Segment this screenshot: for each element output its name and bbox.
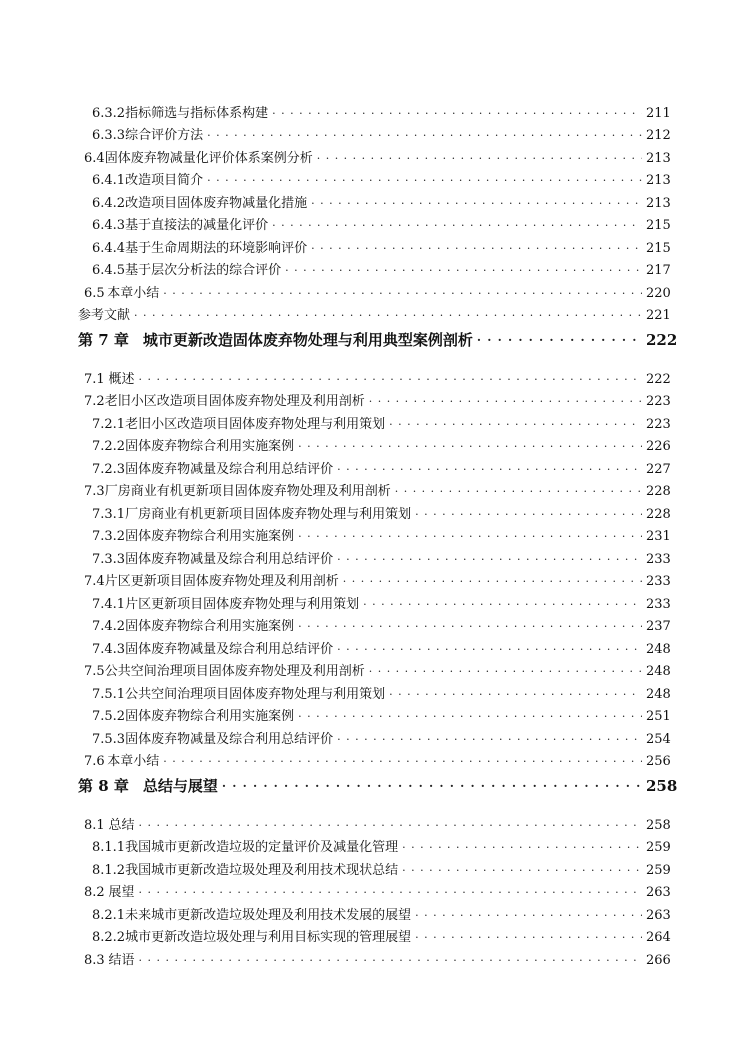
dot-leader [369, 394, 642, 409]
page-number: 220 [646, 285, 671, 301]
section-title: 基于层次分析法的综合评价 [125, 263, 282, 278]
page-number: 237 [646, 619, 671, 634]
chapter-title: 城市更新改造固体废弃物处理与利用典型案例剖析 [142, 331, 473, 349]
section-title: 展望 [108, 885, 135, 900]
page-number: 259 [646, 840, 671, 855]
section-number: 8.1.2 [92, 862, 126, 878]
page-number: 233 [646, 574, 671, 589]
section-number: 8.2 [84, 885, 105, 900]
section-title: 总结 [108, 817, 135, 833]
section-title: 未来城市更新改造垃圾处理及利用技术发展的展望 [125, 907, 412, 923]
page-number: 256 [646, 754, 671, 769]
toc-entry [78, 702, 671, 725]
toc-entry [78, 98, 671, 121]
toc-entry [78, 387, 671, 410]
toc-entry [78, 301, 671, 324]
toc-entry [78, 143, 671, 166]
page-number: 248 [646, 686, 671, 702]
dot-leader [222, 777, 642, 795]
page-number: 233 [646, 551, 671, 567]
toc-entry [78, 567, 671, 590]
dot-leader [477, 331, 642, 349]
section-title: 固体废弃物减量及综合利用总结评价 [125, 641, 334, 657]
toc-entry [78, 634, 671, 657]
section-number: 6.4.4 [92, 240, 126, 256]
section-title: 老旧小区改造项目固体废弃物处理及利用剖析 [104, 394, 365, 409]
section-number: 7.2.3 [92, 461, 126, 477]
section-title: 公共空间治理项目固体废弃物处理及利用剖析 [104, 664, 365, 679]
section-title: 片区更新项目固体废弃物处理与利用策划 [125, 596, 360, 612]
dot-leader [272, 106, 642, 121]
dot-leader [415, 507, 642, 522]
toc-entry [78, 256, 671, 279]
section-number: 8.2.2 [92, 930, 126, 945]
dot-leader [337, 552, 642, 567]
section-title: 城市更新改造垃圾处理与利用目标实现的管理展望 [125, 930, 412, 945]
dot-leader [311, 196, 642, 211]
section-number: 7.5 [84, 664, 105, 679]
section-title: 固体废弃物综合利用实施案例 [125, 439, 295, 454]
section-number: 7.2 [84, 394, 105, 409]
toc-entry [78, 278, 671, 301]
dot-leader [337, 462, 642, 477]
dot-leader [163, 754, 642, 769]
page-number: 222 [646, 331, 678, 349]
toc-entry [78, 166, 671, 189]
section-title: 参考文献 [78, 308, 131, 323]
section-number: 7.5.1 [92, 686, 126, 702]
page-number: 211 [646, 105, 671, 121]
page-number: 228 [646, 506, 671, 522]
section-title: 厂房商业有机更新项目固体废弃物处理及利用剖析 [104, 484, 391, 499]
page-number: 221 [646, 308, 671, 323]
section-title: 厂房商业有机更新项目固体废弃物处理与利用策划 [125, 506, 412, 522]
section-number: 7.3.2 [92, 529, 126, 544]
dot-leader [317, 151, 642, 166]
page-number: 215 [646, 218, 671, 233]
section-number: 7.5.2 [92, 709, 126, 724]
page-number: 263 [646, 885, 671, 900]
dot-leader [415, 930, 642, 945]
dot-leader [138, 885, 642, 900]
dot-leader [343, 574, 642, 589]
page-number: 223 [646, 394, 671, 409]
section-title: 指标筛选与指标体系构建 [125, 105, 269, 121]
dot-leader [311, 241, 642, 256]
section-number: 7.3.1 [92, 506, 126, 522]
section-title: 老旧小区改造项目固体废弃物处理与利用策划 [125, 416, 386, 432]
section-number: 8.3 [84, 952, 105, 968]
toc-entry [78, 522, 671, 545]
toc-entry [78, 211, 671, 234]
page-number: 222 [646, 371, 671, 387]
section-number: 7.2.1 [92, 416, 126, 432]
section-title: 结语 [108, 952, 135, 968]
section-title: 固体废弃物减量及综合利用总结评价 [125, 461, 334, 477]
section-title: 综合评价方法 [125, 128, 204, 143]
section-title: 固体废弃物减量及综合利用总结评价 [125, 551, 334, 567]
section-number: 6.4.1 [92, 173, 126, 188]
section-title: 改造项目简介 [125, 173, 204, 188]
section-title: 固体废弃物综合利用实施案例 [125, 529, 295, 544]
section-title: 本章小结 [107, 285, 160, 301]
section-number: 7.3 [84, 484, 105, 499]
toc-entry [78, 833, 671, 856]
page-number: 213 [646, 150, 671, 166]
section-title: 概述 [108, 371, 135, 387]
section-title: 我国城市更新改造垃圾的定量评价及减量化管理 [125, 840, 399, 855]
chapter-heading [78, 769, 678, 810]
dot-leader [298, 529, 642, 544]
dot-leader [207, 128, 642, 143]
page-number: 233 [646, 596, 671, 612]
dot-leader [389, 687, 642, 702]
section-title: 基于直接法的减量化评价 [125, 218, 269, 233]
page-number: 264 [646, 930, 671, 945]
toc-entry [78, 409, 671, 432]
toc-entry [78, 233, 671, 256]
section-title: 本章小结 [107, 754, 160, 769]
section-number: 7.4.1 [92, 596, 126, 612]
chapter-number: 第 7 章 [78, 331, 129, 349]
section-number: 6.4.5 [92, 263, 126, 278]
toc-entry [78, 945, 671, 968]
page-number: 251 [646, 709, 671, 724]
toc-entry [78, 454, 671, 477]
dot-leader [395, 484, 642, 499]
dot-leader [337, 642, 642, 657]
section-number: 7.4.3 [92, 641, 126, 657]
section-title: 基于生命周期法的环境影响评价 [125, 240, 308, 256]
table-of-contents [78, 98, 678, 968]
toc-entry [78, 810, 671, 833]
page-number: 217 [646, 263, 671, 278]
page-number: 227 [646, 461, 671, 477]
section-title: 固体废弃物综合利用实施案例 [125, 619, 295, 634]
section-number: 7.5.3 [92, 731, 126, 747]
dot-leader [207, 173, 642, 188]
section-number: 6.4.2 [92, 195, 126, 211]
page-number: 266 [646, 952, 671, 968]
section-number: 8.2.1 [92, 907, 126, 923]
section-title: 固体废弃物减量及综合利用总结评价 [125, 731, 334, 747]
toc-entry [78, 900, 671, 923]
toc-entry [78, 121, 671, 144]
toc-entry [78, 364, 671, 387]
page-number: 248 [646, 664, 671, 679]
page-number: 258 [646, 817, 671, 833]
toc-entry [78, 747, 671, 770]
dot-leader [285, 263, 642, 278]
page-number: 213 [646, 173, 671, 188]
dot-leader [337, 732, 642, 747]
toc-entry [78, 657, 671, 680]
page-number: 213 [646, 195, 671, 211]
section-number: 6.3.2 [92, 105, 126, 121]
section-number: 7.2.2 [92, 439, 126, 454]
section-number: 7.3.3 [92, 551, 126, 567]
page-number: 263 [646, 907, 671, 923]
section-number: 6.4 [84, 150, 105, 166]
section-number: 6.3.3 [92, 128, 126, 143]
toc-entry [78, 432, 671, 455]
dot-leader [138, 818, 642, 833]
section-number: 8.1.1 [92, 840, 126, 855]
section-number: 6.4.3 [92, 218, 126, 233]
section-number: 8.1 [84, 817, 105, 833]
section-number: 7.4.2 [92, 619, 126, 634]
dot-leader [402, 863, 642, 878]
page-number: 259 [646, 862, 671, 878]
section-title: 固体废弃物综合利用实施案例 [125, 709, 295, 724]
dot-leader [138, 372, 642, 387]
dot-leader [134, 308, 642, 323]
toc-entry [78, 612, 671, 635]
page-number: 231 [646, 529, 671, 544]
chapter-title: 总结与展望 [142, 777, 218, 795]
page-number: 228 [646, 484, 671, 499]
dot-leader [415, 908, 642, 923]
toc-entry [78, 188, 671, 211]
dot-leader [138, 953, 642, 968]
section-title: 我国城市更新改造垃圾处理及利用技术现状总结 [125, 862, 399, 878]
section-number: 7.1 [84, 371, 105, 387]
section-title: 固体废弃物减量化评价体系案例分析 [104, 150, 313, 166]
dot-leader [163, 286, 642, 301]
dot-leader [298, 709, 642, 724]
dot-leader [298, 619, 642, 634]
dot-leader [389, 417, 642, 432]
toc-entry [78, 589, 671, 612]
section-title: 片区更新项目固体废弃物处理及利用剖析 [104, 574, 339, 589]
toc-entry [78, 544, 671, 567]
section-title: 改造项目固体废弃物减量化措施 [125, 195, 308, 211]
toc-entry [78, 477, 671, 500]
toc-entry [78, 878, 671, 901]
page-number: 258 [646, 777, 678, 795]
section-number: 7.4 [84, 574, 105, 589]
dot-leader [272, 218, 642, 233]
chapter-number: 第 8 章 [78, 777, 129, 795]
dot-leader [369, 664, 642, 679]
page-number: 226 [646, 439, 671, 454]
page-number: 254 [646, 731, 671, 747]
toc-entry [78, 923, 671, 946]
page-number: 248 [646, 641, 671, 657]
dot-leader [363, 597, 642, 612]
toc-entry [78, 855, 671, 878]
toc-entry [78, 679, 671, 702]
dot-leader [402, 840, 642, 855]
toc-entry [78, 499, 671, 522]
toc-entry [78, 724, 671, 747]
dot-leader [298, 439, 642, 454]
chapter-heading [78, 323, 678, 364]
section-number: 6.5 [84, 285, 105, 301]
section-number: 7.6 [84, 754, 105, 769]
page-number: 212 [646, 128, 671, 143]
page-number: 215 [646, 240, 671, 256]
section-title: 公共空间治理项目固体废弃物处理与利用策划 [125, 686, 386, 702]
page-number: 223 [646, 416, 671, 432]
